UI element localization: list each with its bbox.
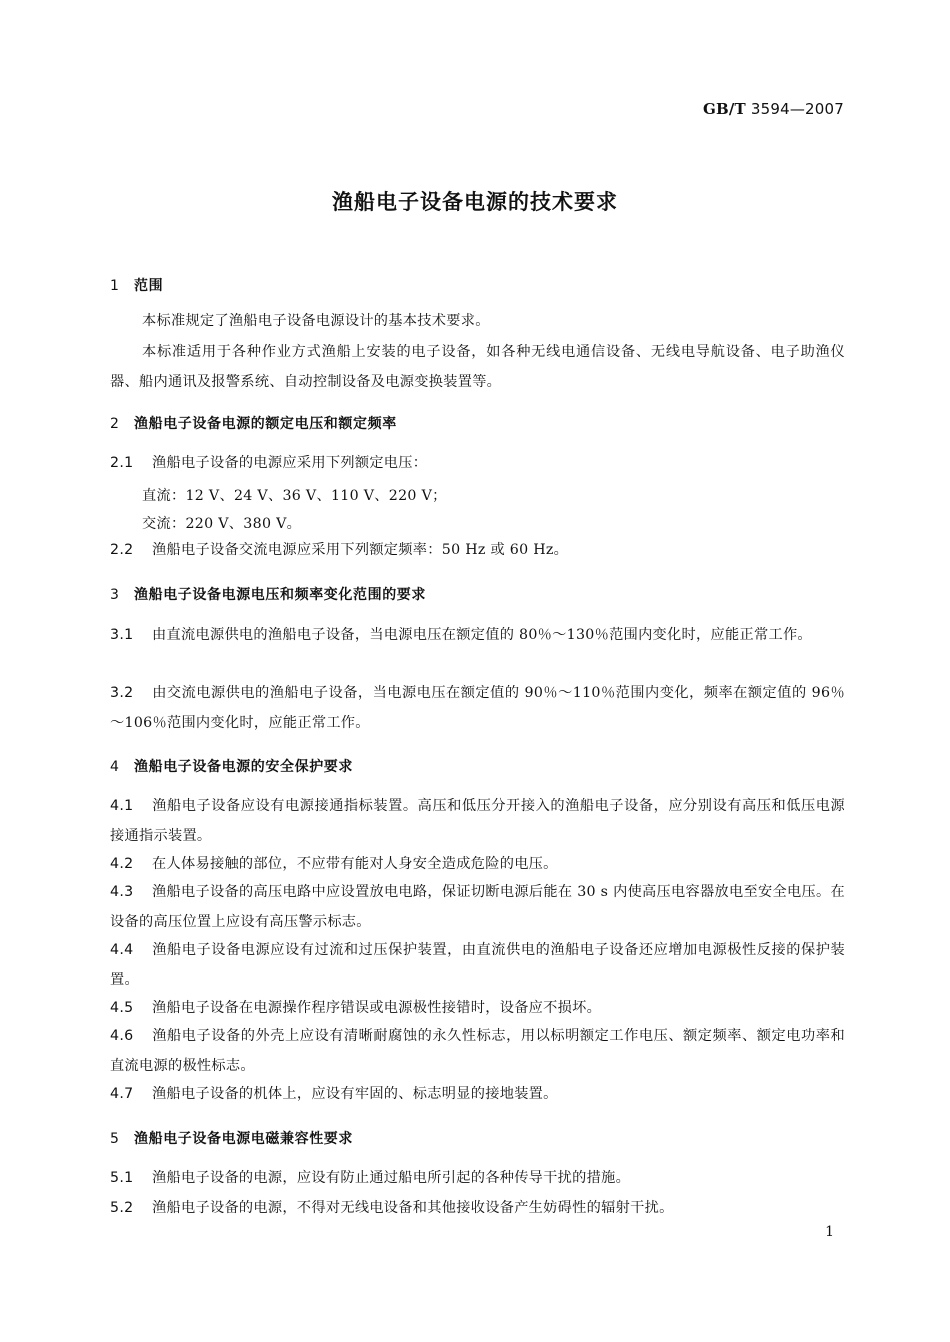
- section-2-heading: [110, 413, 397, 433]
- standard-code: 3594—2007: [745, 100, 844, 118]
- section-title: 渔船电子设备电源电压和频率变化范围的要求: [134, 587, 426, 603]
- clause-number: 4.5: [110, 1000, 134, 1016]
- clause-number: 3.1: [110, 627, 134, 643]
- document-title: 渔船电子设备电源的技术要求: [332, 190, 618, 214]
- standard-prefix: GB/T: [702, 100, 746, 118]
- clause-4-7: [110, 1079, 845, 1109]
- clause-number: 3.2: [110, 685, 134, 701]
- section-number: 5: [110, 1131, 120, 1147]
- clause-2-2: [110, 535, 845, 565]
- clause-4-5: [110, 993, 845, 1023]
- clause-text: 渔船电子设备的高压电路中应设置放电电路，保证切断电源后能在 30 s 内使高压电容器放电至安全电压。在设备的高压位置上应设有高压警示标志。: [110, 884, 845, 930]
- section-4-heading: [110, 756, 353, 776]
- clause-number: 4.4: [110, 942, 134, 958]
- clause-text: 渔船电子设备在电源操作程序错误或电源极性接错时，设备应不损坏。: [152, 1000, 602, 1016]
- section-title: 范围: [134, 278, 164, 294]
- clause-number: 5.2: [110, 1200, 134, 1216]
- clause-text: 在人体易接触的部位，不应带有能对人身安全造成危险的电压。: [152, 856, 558, 872]
- standard-number: [703, 100, 844, 118]
- clause-text: 渔船电子设备交流电源应采用下列额定频率：50 Hz 或 60 Hz。: [152, 542, 569, 558]
- paragraph: 本标准适用于各种作业方式渔船上安装的电子设备，如各种无线电通信设备、无线电导航设备、电子助渔仪器、船内通讯及报警系统、自动控制设备及电源变换装置等。: [110, 344, 845, 390]
- clause-4-4: [110, 935, 845, 995]
- section-title: 渔船电子设备电源的额定电压和额定频率: [134, 416, 397, 432]
- clause-text: 渔船电子设备的机体上，应设有牢固的、标志明显的接地装置。: [152, 1086, 558, 1102]
- paragraph: 本标准规定了渔船电子设备电源设计的基本技术要求。: [142, 313, 490, 329]
- clause-number: 5.1: [110, 1170, 134, 1186]
- clause-2-1: [110, 448, 845, 478]
- clause-text: 渔船电子设备的电源，不得对无线电设备和其他接收设备产生妨碍性的辐射干扰。: [152, 1200, 674, 1216]
- section-1-heading: [110, 275, 163, 295]
- clause-4-2: [110, 849, 845, 879]
- ac-voltage-line: 交流：220 V、380 V。: [142, 516, 302, 532]
- section-number: 3: [110, 587, 120, 603]
- section-title: 渔船电子设备电源电磁兼容性要求: [134, 1131, 353, 1147]
- clause-5-1: [110, 1163, 845, 1193]
- clause-text: 渔船电子设备的电源应采用下列额定电压：: [152, 455, 428, 471]
- section-5-heading: [110, 1128, 353, 1148]
- page-number: 1: [825, 1224, 834, 1240]
- clause-text: 由直流电源供电的渔船电子设备，当电源电压在额定值的 80％～130％范围内变化时，应能正常工作。: [152, 627, 812, 643]
- section-title: 渔船电子设备电源的安全保护要求: [134, 759, 353, 775]
- clause-4-6: [110, 1021, 845, 1081]
- clause-4-1: [110, 791, 845, 851]
- clause-number: 4.7: [110, 1086, 134, 1102]
- clause-3-2: [110, 678, 845, 738]
- section-3-heading: [110, 584, 426, 604]
- clause-3-1: [110, 620, 845, 650]
- clause-text: 渔船电子设备的外壳上应设有清晰耐腐蚀的永久性标志，用以标明额定工作电压、额定频率、额定电功率和直流电源的极性标志。: [110, 1028, 845, 1074]
- clause-number: 2.2: [110, 542, 134, 558]
- clause-5-2: [110, 1193, 845, 1223]
- section-number: 1: [110, 278, 120, 294]
- section-number: 4: [110, 759, 120, 775]
- clause-text: 渔船电子设备电源应设有过流和过压保护装置，由直流供电的渔船电子设备还应增加电源极性反接的保护装置。: [110, 942, 845, 988]
- dc-voltage-line: 直流：12 V、24 V、36 V、110 V、220 V；: [142, 488, 447, 504]
- clause-number: 2.1: [110, 455, 134, 471]
- clause-text: 由交流电源供电的渔船电子设备，当电源电压在额定值的 90％～110％范围内变化，频率在额定值的 96％～106％范围内变化时，应能正常工作。: [110, 685, 845, 731]
- clause-number: 4.6: [110, 1028, 134, 1044]
- clause-text: 渔船电子设备应设有电源接通指标装置。高压和低压分开接入的渔船电子设备，应分别设有高压和低压电源接通指示装置。: [110, 798, 845, 844]
- clause-number: 4.1: [110, 798, 134, 814]
- clause-number: 4.2: [110, 856, 134, 872]
- clause-4-3: [110, 877, 845, 937]
- clause-text: 渔船电子设备的电源，应设有防止通过船电所引起的各种传导干扰的措施。: [152, 1170, 631, 1186]
- section-number: 2: [110, 416, 120, 432]
- clause-number: 4.3: [110, 884, 134, 900]
